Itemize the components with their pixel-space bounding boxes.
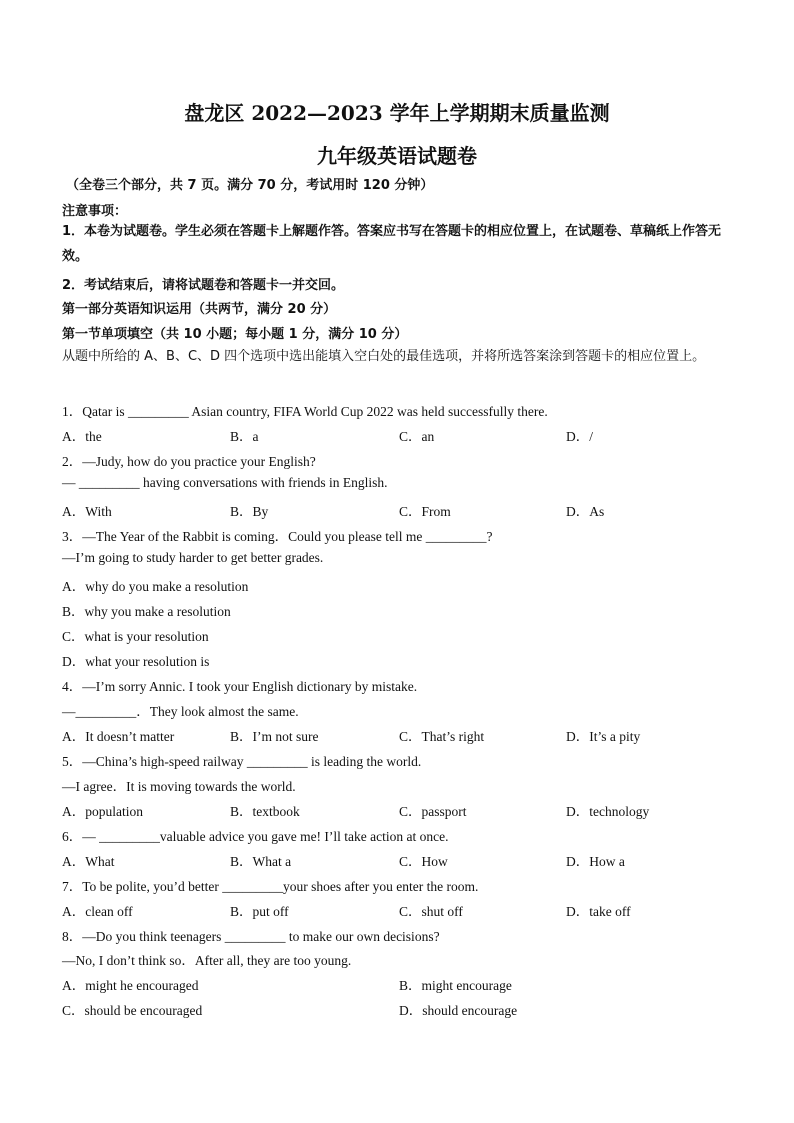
section-heading: 第一节单项填空（共 10 小题；每小题 1 分，满分 10 分）: [62, 327, 408, 342]
question-2-option-b: B．By: [230, 504, 269, 519]
question-6-option-d: D．How a: [566, 854, 625, 869]
question-2-reply: — _________ having conversations with friends in English.: [62, 475, 388, 490]
notice-item-2: 2．考试结束后，请将试题卷和答题卡一并交回。: [62, 278, 345, 293]
instructions: 从题中所给的 A、B、C、D 四个选项中选出能填入空白处的最佳选项，并将所选答案涂到答题卡的相应位置上。: [62, 349, 706, 364]
notice-item-1: 1．本卷为试题卷。学生必须在答题卡上解题作答。答案应书写在答题卡的相应位置上，在试题卷、草稿纸上作答无效。: [62, 224, 722, 264]
question-1-option-d: D．/: [566, 429, 593, 444]
question-2-option-c: C．From: [399, 504, 451, 519]
question-7-option-b: B．put off: [230, 904, 289, 919]
question-5-option-c: C．passport: [399, 804, 467, 819]
question-6-stem: 6．— _________valuable advice you gave me! I’ll take action at once.: [62, 829, 449, 844]
exam-info: （全卷三个部分，共 7 页。满分 70 分，考试用时 120 分钟）: [66, 178, 434, 193]
question-4-option-c: C．That’s right: [399, 729, 485, 744]
question-1-stem: 1．Qatar is _________ Asian country, FIFA World Cup 2022 was held successfully there.: [62, 404, 548, 419]
question-3-option-a: A．why do you make a resolution: [62, 579, 249, 594]
question-7-option-d: D．take off: [566, 904, 631, 919]
question-8-option-a: A．might he encouraged: [62, 978, 199, 993]
question-3-option-b: B．why you make a resolution: [62, 604, 231, 619]
question-4-option-a: A．It doesn’t matter: [62, 729, 175, 744]
question-1-option-a: A．the: [62, 429, 102, 444]
question-8-reply: —No, I don’t think so．After all, they are too young.: [62, 953, 352, 968]
question-2-option-d: D．As: [566, 504, 605, 519]
part-heading: 第一部分英语知识运用（共两节，满分 20 分）: [62, 302, 337, 317]
question-5-option-a: A．population: [62, 804, 143, 819]
question-6-option-a: A．What: [62, 854, 115, 869]
question-1-option-c: C．an: [399, 429, 435, 444]
question-3-option-c: C．what is your resolution: [62, 629, 209, 644]
question-3-option-d: D．what your resolution is: [62, 654, 210, 669]
exam-subtitle: 九年级英语试题卷: [317, 144, 477, 168]
question-2-option-a: A．With: [62, 504, 112, 519]
question-6-option-b: B．What a: [230, 854, 292, 869]
question-6-option-c: C．How: [399, 854, 448, 869]
question-7-option-c: C．shut off: [399, 904, 463, 919]
question-3-reply: —I’m going to study harder to get better grades.: [62, 550, 324, 565]
question-8-option-d: D．should encourage: [399, 1003, 518, 1018]
question-5-option-d: D．technology: [566, 804, 650, 819]
question-1-option-b: B．a: [230, 429, 259, 444]
question-8-option-b: B．might encourage: [399, 978, 512, 993]
question-8-option-c: C．should be encouraged: [62, 1003, 203, 1018]
notice-heading: 注意事项：: [62, 204, 128, 219]
question-4-reply: —_________．They look almost the same.: [62, 704, 299, 719]
question-4-stem: 4．—I’m sorry Annic. I took your English dictionary by mistake.: [62, 679, 418, 694]
exam-title: 盘龙区 2022—2023 学年上学期期末质量监测: [184, 101, 610, 125]
question-5-option-b: B．textbook: [230, 804, 300, 819]
question-4-option-b: B．I’m not sure: [230, 729, 319, 744]
question-3-stem: 3．—The Year of the Rabbit is coming．Could you please tell me _________?: [62, 529, 493, 544]
question-4-option-d: D．It’s a pity: [566, 729, 641, 744]
question-5-reply: —I agree．It is moving towards the world.: [62, 779, 296, 794]
question-7-stem: 7．To be polite, you’d better _________your shoes after you enter the room.: [62, 879, 479, 894]
question-2-stem: 2．—Judy, how do you practice your English?: [62, 454, 316, 469]
question-5-stem: 5．—China’s high-speed railway _________ is leading the world.: [62, 754, 422, 769]
question-7-option-a: A．clean off: [62, 904, 133, 919]
question-8-stem: 8．—Do you think teenagers _________ to make our own decisions?: [62, 929, 440, 944]
